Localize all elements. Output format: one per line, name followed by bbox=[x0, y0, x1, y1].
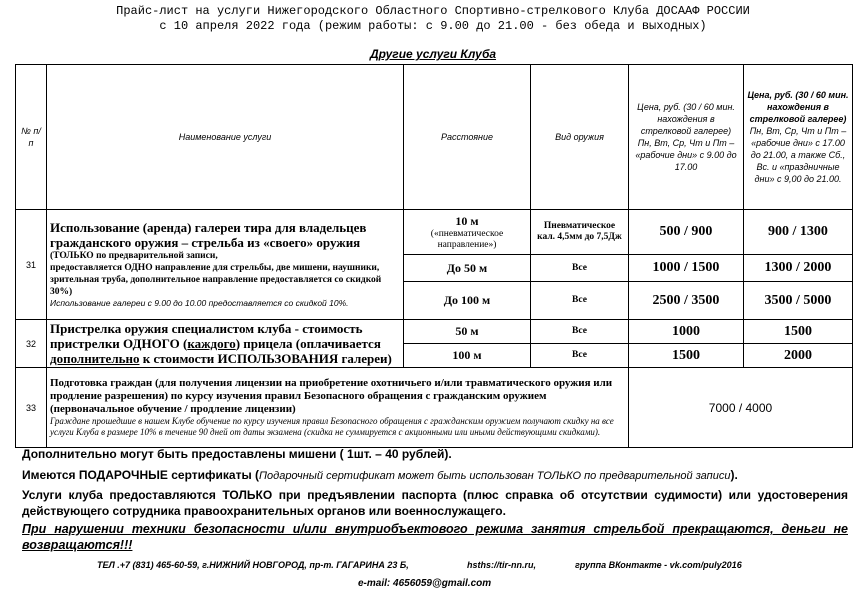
price2-days-text: Пн, Вт, Ср, Чт и Пт – «рабочие дни» с 17.00 до 21.00, а также Сб., Вс. и «праздничные дни» с 9,00 до 21.00. bbox=[749, 126, 847, 184]
price-cell: 7000 / 4000 bbox=[629, 368, 853, 448]
price1-head-text: Цена, руб. (30 / 60 мин. нахождения в стрелковой галерее) bbox=[637, 102, 735, 136]
contact-website[interactable]: hsths://tir-nn.ru, bbox=[467, 560, 536, 570]
passport-note: Услуги клуба предоставляются ТОЛЬКО при предъявлении паспорта (плюс справка об отсутствии судимости) или удостоверения действующего сотрудника правоохранительных органов или военнослужащего. bbox=[22, 488, 848, 518]
table-row bbox=[16, 368, 853, 448]
service-text: к стоимости ИСПОЛЬЗОВАНИЯ галереи) bbox=[139, 351, 392, 366]
col-price1-header bbox=[629, 65, 744, 210]
row-number: 31 bbox=[16, 210, 47, 320]
distance-cell: 50 м bbox=[404, 320, 531, 344]
safety-warning: При нарушении техники безопасности и/или внутриобъектового режима занятия стрельбой прекращаются, деньги не возвращаются!!! bbox=[22, 522, 848, 552]
service-discount-note: Граждане прошедшие в нашем Клубе обучение по курсу изучения правил Безопасного обращения с гражданским оружием получают скидку на все услуги Клуба в размере 10% в течение 90 дней от даты экзамена (скидка не суммируется с акционными или иными действующими скидками). bbox=[50, 416, 614, 437]
col-name-header: Наименование услуги bbox=[47, 65, 404, 210]
service-text: Пристрелка оружия специалистом клуба - стоимость пристрелки ОДНОГО ( bbox=[50, 321, 363, 351]
table-row bbox=[16, 210, 853, 255]
weapon-cell: Все bbox=[531, 282, 629, 320]
price1-cell: 1000 bbox=[629, 320, 744, 344]
distance-value: 10 м bbox=[455, 213, 479, 228]
table-row bbox=[16, 320, 853, 344]
price2-cell: 3500 / 5000 bbox=[744, 282, 853, 320]
price-table bbox=[15, 64, 853, 448]
weapon-cell: Все bbox=[531, 344, 629, 368]
col-num-header: № п/п bbox=[16, 65, 47, 210]
service-discount-note: Использование галереи с 9.00 до 10.00 предоставляется со скидкой 10%. bbox=[50, 298, 349, 308]
weapon-cell: Все bbox=[531, 255, 629, 282]
service-note: (ТОЛЬКО по предварительной записи, bbox=[50, 251, 218, 261]
service-description bbox=[47, 210, 404, 320]
service-text-underlined: дополнительно bbox=[50, 351, 140, 366]
gift-certificates-note: Имеются ПОДАРОЧНЫЕ сертификаты (Подарочный сертификат может быть использован ТОЛЬКО по предварительной записи). bbox=[22, 468, 738, 482]
contact-vk[interactable]: группа ВКонтакте - vk.com/puly2016 bbox=[575, 560, 742, 570]
price1-cell: 500 / 900 bbox=[629, 210, 744, 255]
distance-note: («пневматическое направление») bbox=[430, 228, 504, 250]
col-distance-header: Расстояние bbox=[404, 65, 531, 210]
price2-cell: 2000 bbox=[744, 344, 853, 368]
table-header-row bbox=[16, 65, 853, 210]
service-note: предоставляется ОДНО направление для стрельбы, две мишени, наушники, зрительная труба, дополнительное направление предоставляется со скидкой 30%) bbox=[50, 263, 382, 297]
service-title: Использование (аренда) галереи тира для владельцев гражданского оружия – стрельба из «своего» оружия bbox=[50, 220, 367, 250]
price-list-dates: с 10 апреля 2022 года (режим работы: с 9.00 до 21.00 - без обеда и выходных) bbox=[159, 19, 707, 33]
distance-cell: До 100 м bbox=[404, 282, 531, 320]
section-title: Другие услуги Клуба bbox=[369, 47, 497, 61]
weapon-cell: Все bbox=[531, 320, 629, 344]
price2-head-text: Цена, руб. (30 / 60 мин. нахождения в стрелковой галерее) bbox=[747, 90, 849, 124]
col-price2-header bbox=[744, 65, 853, 210]
price2-cell: 1500 bbox=[744, 320, 853, 344]
service-text-underlined: каждого bbox=[187, 336, 236, 351]
price2-cell: 1300 / 2000 bbox=[744, 255, 853, 282]
row-number: 33 bbox=[16, 368, 47, 448]
weapon-cell: Пневматическое кал. 4,5мм до 7,5Дж bbox=[531, 210, 629, 255]
service-description bbox=[47, 320, 404, 368]
contact-email[interactable]: e-mail: 4656059@gmail.com bbox=[358, 578, 492, 589]
service-description bbox=[47, 368, 629, 448]
distance-cell: До 50 м bbox=[404, 255, 531, 282]
price1-cell: 1500 bbox=[629, 344, 744, 368]
targets-note: Дополнительно могут быть предоставлены мишени ( 1шт. – 40 рублей). bbox=[22, 447, 452, 461]
price1-cell: 2500 / 3500 bbox=[629, 282, 744, 320]
price1-days-text: Пн, Вт, Ср, Чт и Пт – «рабочие дни» с 9.00 до 17.00 bbox=[635, 138, 737, 172]
price1-cell: 1000 / 1500 bbox=[629, 255, 744, 282]
service-text: ) прицела (оплачивается bbox=[235, 336, 381, 351]
distance-cell: 100 м bbox=[404, 344, 531, 368]
contact-phone-address: ТЕЛ .+7 (831) 465-60-59, г.НИЖНИЙ НОВГОРОД, пр-т. ГАГАРИНА 23 Б, bbox=[97, 560, 409, 570]
price2-cell: 900 / 1300 bbox=[744, 210, 853, 255]
price-list-title: Прайс-лист на услуги Нижегородского Областного Спортивно-стрелкового Клуба ДОСААФ РОССИИ bbox=[116, 4, 750, 18]
row-number: 32 bbox=[16, 320, 47, 368]
distance-cell bbox=[404, 210, 531, 255]
service-title: Подготовка граждан (для получения лицензии на приобретение охотничьего и/или травматического оружия или продление разрешения) по курсу изучения правил Безопасного обращения с гражданским оружием (первоначальное обучение / продление лицензии) bbox=[50, 377, 613, 415]
col-weapon-header: Вид оружия bbox=[531, 65, 629, 210]
